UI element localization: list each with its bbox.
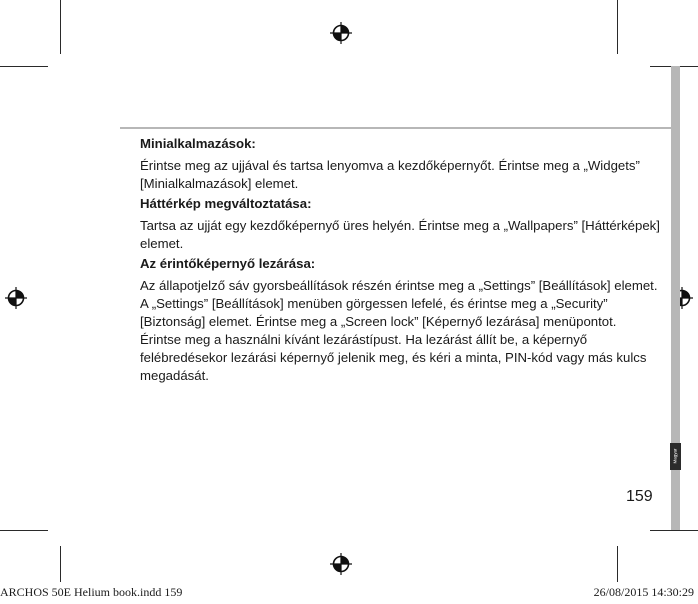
file-info: ARCHOS 50E Helium book.indd 159 <box>0 585 183 599</box>
page-number: 159 <box>626 488 653 505</box>
section-heading: Háttérkép megváltoztatása: <box>140 196 312 211</box>
section-heading: Az érintőképernyő lezárása: <box>140 256 316 271</box>
timestamp: 26/08/2015 14:30:29 <box>593 585 694 599</box>
section-body: Az állapotjelző sáv gyorsbeállítások részén érintse meg a „Settings” [Beállítások] elemet. A „Settings” [Beállítások] menüben görgessen lefelé, és érintse meg a „Security” [Biztonság] elemet. Érintse meg a „Screen lock” [Képernyő lezárása] menüpontot. Érintse meg a használni kívánt lezárástípust. Ha lezárást állít be, a képernyő felébredésekor lezárási képernyő jelenik meg, és kéri a minta, PIN-kód vagy más kulcs megadását. <box>140 278 658 383</box>
language-tab <box>670 443 681 470</box>
top-rule <box>120 127 680 129</box>
section-heading: Minialkalmazások: <box>140 136 256 151</box>
crop-mark <box>617 0 618 54</box>
page-content <box>140 135 660 387</box>
crop-mark <box>0 66 48 67</box>
crop-mark <box>617 546 618 582</box>
registration-mark-icon <box>330 22 352 44</box>
crop-mark <box>60 0 61 54</box>
registration-mark-icon <box>5 287 27 309</box>
section-body: Tartsa az ujját egy kezdőképernyő üres helyén. Érintse meg a „Wallpapers” [Háttérképek] elemet. <box>140 218 660 251</box>
crop-mark <box>650 530 698 531</box>
registration-mark-icon <box>330 553 352 575</box>
crop-mark <box>0 530 48 531</box>
crop-mark <box>60 546 61 582</box>
language-tab-label: Magyar <box>672 448 678 464</box>
section-body: Érintse meg az ujjával és tartsa lenyomva a kezdőképernyőt. Érintse meg a „Widgets” [Minialkalmazások] elemet. <box>140 158 640 191</box>
